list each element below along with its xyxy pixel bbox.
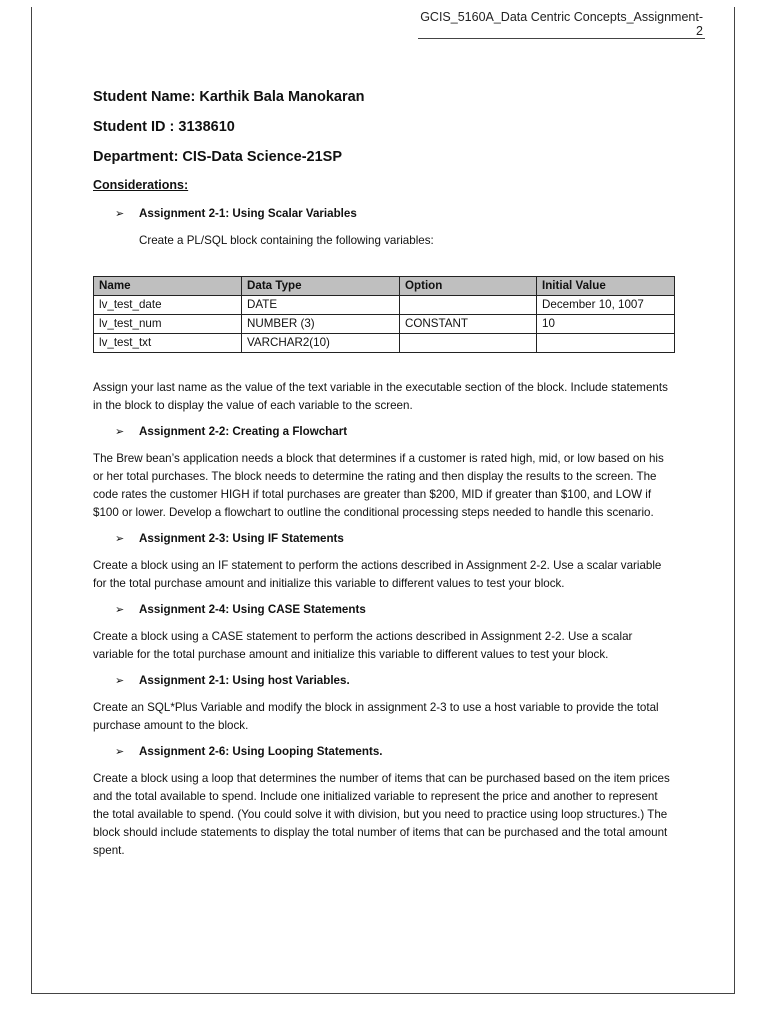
assignment-2-1-heading [115, 205, 675, 223]
table-cell: lv_test_num [94, 315, 242, 334]
arrow-bullet-icon: ➢ [115, 208, 125, 220]
document-body [93, 88, 675, 860]
assignment-title: Assignment 2-1: Using Scalar Variables [139, 207, 357, 220]
table-cell: lv_test_txt [94, 334, 242, 353]
table-cell: VARCHAR2(10) [242, 334, 400, 353]
arrow-bullet-icon: ➢ [115, 675, 125, 687]
assignment-2-4-heading [115, 601, 675, 619]
table-cell [537, 334, 675, 353]
table-row [94, 334, 675, 353]
table-cell: December 10, 1007 [537, 296, 675, 315]
assignment-title: Assignment 2-3: Using IF Statements [139, 532, 344, 545]
arrow-bullet-icon: ➢ [115, 533, 125, 545]
assignment-2-2-paragraph: The Brew bean’s application needs a block that determines if a customer is rated high, mid, or low based on his or her total purchases. The block needs to determine the rating and then display the results to the screen. The code rates the customer HIGH if total purchases are greater than $200, MID if greater than $100, and LOW if $100 or lower. Develop a flowchart to outline the conditional processing steps needed to handle this scenario. [93, 452, 664, 519]
table-cell: NUMBER (3) [242, 315, 400, 334]
assignment-2-3-heading [115, 530, 675, 548]
department: Department: CIS-Data Science-21SP [93, 149, 342, 165]
student-name: Student Name: Karthik Bala Manokaran [93, 89, 365, 105]
assignment-2-1-subtext: Create a PL/SQL block containing the following variables: [139, 234, 434, 247]
table-cell: CONSTANT [400, 315, 537, 334]
table-header-cell: Option [400, 277, 537, 296]
assignment-host-variables-paragraph: Create an SQL*Plus Variable and modify the block in assignment 2-3 to use a host variable to provide the total purchase amount to the block. [93, 701, 659, 732]
table-header-row [94, 277, 675, 296]
table-row [94, 315, 675, 334]
assignment-title: Assignment 2-4: Using CASE Statements [139, 603, 366, 616]
assignment-title: Assignment 2-2: Creating a Flowchart [139, 425, 348, 438]
table-cell: lv_test_date [94, 296, 242, 315]
table-header-cell: Name [94, 277, 242, 296]
table-cell: DATE [242, 296, 400, 315]
table-header-cell: Initial Value [537, 277, 675, 296]
student-id: Student ID : 3138610 [93, 119, 235, 135]
assignment-host-variables-heading [115, 672, 675, 690]
assignment-title: Assignment 2-1: Using host Variables. [139, 674, 350, 687]
table-row [94, 296, 675, 315]
assignment-2-3-paragraph: Create a block using an IF statement to perform the actions described in Assignment 2-2. Use a scalar variable for the total purchase amount and initialize this variable to different values to test your block. [93, 559, 662, 590]
variables-table [93, 276, 675, 353]
arrow-bullet-icon: ➢ [115, 604, 125, 616]
arrow-bullet-icon: ➢ [115, 746, 125, 758]
page-header: GCIS_5160A_Data Centric Concepts_Assignment-2 [418, 10, 705, 39]
assignment-2-1-paragraph: Assign your last name as the value of the text variable in the executable section of the block. Include statements in the block to display the value of each variable to the screen. [93, 381, 668, 412]
assignment-2-6-heading [115, 743, 675, 761]
table-cell [400, 296, 537, 315]
assignment-2-6-paragraph: Create a block using a loop that determines the number of items that can be purchased based on the item prices and the total available to spend. Include one initialized variable to represent the price and another to represent the total available to spend. (You could solve it with division, but you need to practice using loop structures.) The block should include statements to display the total number of items that can be purchased and the total amount spent. [93, 772, 670, 857]
assignment-title: Assignment 2-6: Using Looping Statements. [139, 745, 383, 758]
table-header-cell: Data Type [242, 277, 400, 296]
assignment-2-4-paragraph: Create a block using a CASE statement to perform the actions described in Assignment 2-2. Use a scalar variable for the total purchase amount and initialize this variable to different values to test your block. [93, 630, 633, 661]
table-cell: 10 [537, 315, 675, 334]
considerations-heading: Considerations: [93, 178, 189, 192]
table-cell [400, 334, 537, 353]
assignment-2-2-heading [115, 423, 675, 441]
arrow-bullet-icon: ➢ [115, 426, 125, 438]
